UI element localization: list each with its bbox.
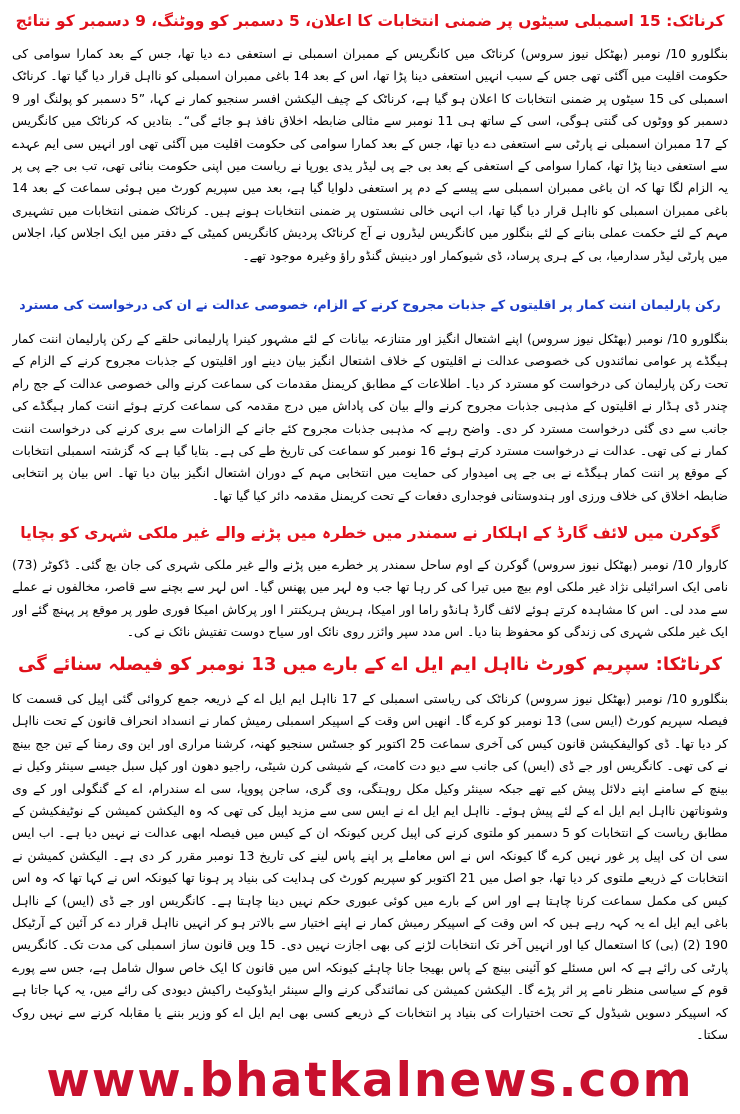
story-body: کاروار 10/ نومبر (بھٹکل نیوز سروس) گوکرن کے اوم ساحل سمندر پر خطرے میں پڑنے والے غیر ملکی شہری کی جان بچ گئی۔ ڈکوٹر (73) نامی ایک اسرائیلی نژاد غیر ملکی اوم بیچ میں تیرا کی کر رہا تھا جب وہ لہر میں پھنس گیا۔ اس لہر سے بچنے سے قاصر، مخالفوں نے عملے سے مدد لی۔ اس کا مشاہدہ کرتے ہوئے لائف گارڈ ہانڈو راما اور امیکا، ہریش ہریکنتر ا اور پرکاش امیکا فوری طور پر موقع پر پہنچ گئے اور ایک غیر ملکی شہری کی زندگی کو محفوظ بنا دیا۔ اس مدد سپر وائزر روی نائک اور سیاح دوست تفتیش نائک نے کی۔ xyxy=(12,558,728,640)
story-body: بنگلورو 10/ نومبر (بھٹکل نیوز سروس) اپنے اشتعال انگیز اور متنازعہ بیانات کے لئے مشہور کینرا پارلیمانی حلقے کے رکن پارلیمان اننت کمار ہیگڈے پر عوامی نمائندوں کی خصوصی عدالت نے اقلیتوں کے خلاف اشتعال انگیز بیان دینے اور اقلیتوں کے جذبات مجروح کرنے کے الزام کے تحت رکن پارلیمان کی درخواست کو مسترد کر دیا۔ اطلاعات کے مطابق کریمنل مقدمات کی سماعت کرنے والی خصوصی عدالت کے جج رام چندر ڈی ہڈار نے اقلیتوں کے مذہبی جذبات مجروح کرنے والے بیان کی پاداش میں درج مقدمہ کی سماعت کرتے ہوئے اننت کمار ہیگڈے کی جانب سے دی گئی درخواست مسترد کر دی۔ واضح رہے کہ مذہبی جذبات مجروح کئے جانے کے الزامات سے بری کرنے کی درخواست اننت کمار نے کی تھی۔ عدالت نے درخواست مسترد کرتے ہوئے 16 نومبر کو سماعت کی تاریخ طے کی ہے۔ بتایا گیا ہے کہ گزشتہ اسمبلی انتخابات کے موقع پر اننت کمار ہیگڈے نے بی جے پی امیدوار کی حمایت میں انتخابی مہم کے دوران اشتعال انگیز بیان دیا تھا۔ اس بیان پر انتخابی ضابطہ اخلاق کی خلاف ورزی اور ہندوستانی فوجداری دفعات کے تحت کریمنل مقدمہ دائر کیا گیا تھا۔ xyxy=(12,332,728,503)
story-anant-kumar xyxy=(0,290,740,516)
story-headline: گوکرن میں لائف گارڈ کے اہلکار نے سمندر میں خطرہ میں پڑنے والے غیر ملکی شہری کو بچایا xyxy=(20,524,720,542)
story-headline: کرناٹک: 15 اسمبلی سیٹوں پر ضمنی انتخابات کا اعلان، 5 دسمبر کو ووٹنگ، 9 دسمبر کو نتائج xyxy=(15,12,725,30)
story-supreme-court xyxy=(0,650,740,1060)
story-headline: رکن پارلیمان اننت کمار پر اقلیتوں کے جذبات مجروح کرنے کے الزام، خصوصی عدالت نے ان کی درخواست کی مسترد xyxy=(19,297,721,312)
story-body: بنگلورو 10/ نومبر (بھٹکل نیوز سروس) کرناٹک کی ریاستی اسمبلی کے 17 نااہل ایم ایل اے کے ذریعہ جمع کروائی گئی اپیل کی قسمت کا فیصلہ سپریم کورٹ (ایس سی) 13 نومبر کو کرے گا۔ انھیں اس وقت کے اسپیکر اسمبلی رمیش کمار نے انسداد انحراف قانون کے تحت نااہل کر دیا تھا۔ ڈی کوالیفکیشن قانون کیس کی آخری سماعت 25 اکتوبر کو جسٹس سنجیو کھنہ، کرشنا مراری اور این وی رمنا کے تین جج بینچ نے کی تھی۔ کانگریس اور جے ڈی (ایس) کی جانب سے دیو دت کامت، کے شیشی کرن شیٹی، راجیو دھون اور کپل سبل جیسے سینئر وکیل نے بینچ کے سامنے اپنے دلائل پیش کیے تھے جبکہ سینئر وکیل مکل روہتگی، وی گری، ساجن پووپا، سی اے سندرام، اے کے گنگولی اور کے وی وشوناتھن نااہل ایم ایل اے کے لئے پیش ہوئے۔ نااہل ایم ایل اے نے ایس سی سے مزید اپیل کی تھی کہ وہ الیکشن کمیشن کے نوٹیفکیشن کے مطابق ریاست کے انتخابات کو 5 دسمبر کو ملتوی کرنے کی اپیل کریں کیونکہ ان کے کیس میں فیصلہ ابھی عدالت نے نہیں دیا ہے۔ اب ایس سی ان کی اپیل پر غور نہیں کرے گا کیونکہ اس نے اس معاملے پر اپنے پاس لینے کی تاریخ 13 نومبر مقرر کر دی ہے۔ الیکشن کمیشن نے انتخابات کے ذریعے ملتوی کر دیا تھا، جو اصل میں 21 اکتوبر کو سپریم کورٹ کی ہدایت کی بنیاد پر ہونا تھا کیونکہ اس نے کہا تھا کہ وہ اس کیس کی مکمل سماعت کرنا چاہتا ہے اور اس کے بارے میں کوئی عبوری حکم نہیں دینا چاہتا ہے۔ کانگریس اور جے ڈی (ایس) کے نااہل باغی ایم ایل اے یہ کہہ رہے ہیں کہ اس وقت کے اسپیکر رمیش کمار نے اپنے اختیار سے بالاتر ہو کر انہیں نااہل قرار دے کر آئین کے آرٹیکل 190 (2) (بی) کا استعمال کیا اور انہیں آخر تک انتخابات لڑنے کی بھی اجازت نہیں دی۔ 15 ویں قانون ساز اسمبلی کی مدت تک۔ کانگریس پارٹی کی رائے ہے کہ اس مسئلے کو آئینی بینچ کے پاس بھیجا جانا چاہئے کیونکہ اس میں قانون کا ایک خاص سوال شامل ہے، جس سے پورے قوم کے سیاسی منظر نامے پر اثر پڑے گا۔ الیکشن کمیشن کی نمائندگی کرنے والے سینئر ایڈوکیٹ راکیش دیودی کی رائے میں، یہ کہا جاتا ہے کہ اسپیکر دسویں شیڈول کے تحت اختیارات کی بنیاد پر انتخابات کے ذریعے کسی بھی ایم ایل اے کو وزیر بننے یا مقابلہ کرنے سے نہیں روک سکتا۔ xyxy=(12,692,728,1043)
story-headline: کرناٹکا: سپریم کورٹ نااہل ایم ایل اے کے بارے میں 13 نومبر کو فیصلہ سنائے گی xyxy=(18,654,722,675)
story-by-election xyxy=(0,0,740,290)
website-footer: www.bhatkalnews.com xyxy=(46,1053,694,1108)
story-body: بنگلورو 10/ نومبر (بھٹکل نیوز سروس) کرناٹک میں کانگریس کے ممبران اسمبلی نے استعفی دے دیا تھا، جس کے بعد کمارا سوامی کی حکومت اقلیت میں آگئی تھی جس کے سبب انہیں استعفی دینا پڑا تھا، اس کے بعد 14 باغی ممبران اسمبلی کو نااہل قرار دیا گیا تھا۔ کرناٹک اسمبلی کی 15 سیٹوں پر ضمنی انتخابات کا اعلان ہو گیا ہے، کرناٹک کے چیف الیکشن افسر سنجیو کمار نے کہا، ”5 دسمبر کو پولنگ اور 9 دسمبر کو ووٹوں کی گنتی ہوگی، اسی کے ساتھ ہی 11 نومبر سے مثالی ضابطہ اخلاق نافذ ہو جائے گی“۔ بتادیں کہ کرناٹک میں کانگریس کے 17 ممبران اسمبلی نے پارٹی سے استعفی دے دیا تھا، جس کے بعد کمارا سوامی کی حکومت اقلیت میں آگئی تھی اور انہیں سی ایم عہدے سے استعفی دینا پڑا تھا، کمارا سوامی کے استعفی کے بعد بی جے پی لیڈر یدی یورپا نے ریاست میں اپنی حکومت بنائی تھی، تب بی جے پی پر یہ الزام لگا تھا کہ ان باغی ممبران اسمبلی سے پیسے کے دم پر استعفی دلوایا گیا ہے، بعد میں سپریم کورٹ میں ہوئی سماعت کے بعد 14 باغی ممبران اسمبلی کو نااہل قرار دیا گیا تھا، اب انہی خالی نشستوں پر ضمنی انتخابات ہونے ہیں۔ کرناٹک ضمنی انتخابات میں تشہیری مہم کے لئے حکمت عملی بنانے کے لئے بنگلور میں کانگریس لیڈروں نے آج کرناٹک پردیش کانگریس کمیٹی کے دفتر میں ایک اجلاس کیا، اجلاس میں پارٹی لیڈر سدارمیا، بی کے ہری پرساد، ڈی شیوکمار اور دینیش گنڈو راؤ وغیرہ موجود تھے۔ xyxy=(12,47,728,263)
story-gokarna-rescue xyxy=(0,518,740,644)
